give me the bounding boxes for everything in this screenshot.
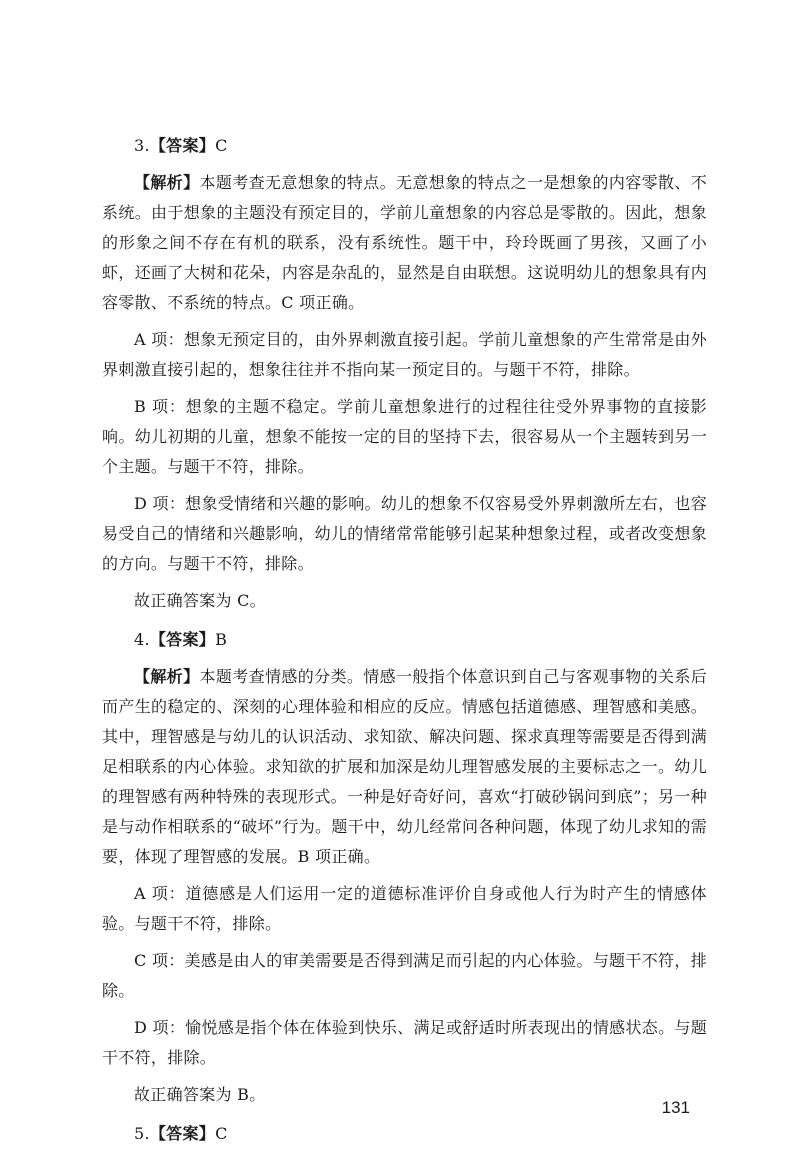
q5-answer-line — [102, 1119, 707, 1149]
q4-conclusion: 故正确答案为 B。 — [134, 1085, 266, 1104]
q3-analysis — [102, 168, 707, 318]
q4-option-c: C 项：美感是由人的审美需要是否得到满足而引起的内心体验。与题干不符，排除。 — [102, 951, 707, 1000]
q4-analysis-label: 【解析】 — [134, 667, 200, 686]
q4-number: 4. — [134, 630, 150, 649]
q3-answer-label: 【答案】 — [149, 136, 216, 155]
q4-analysis — [102, 662, 707, 872]
q5-number: 5. — [134, 1124, 150, 1143]
q4-analysis-text: 本题考查情感的分类。情感一般指个体意识到自己与客观事物的关系后而产生的稳定的、深刻的心理体验和相应的反应。情感包括道德感、理智感和美感。其中，理智感是与幼儿的认识活动、求知欲、解决问题、探求真理等需要是否得到满足相联系的内心体验。求知欲的扩展和加深是幼儿理智感发展的主要标志之一。幼儿的理智感有两种特殊的表现形式。一种是好奇好问，喜欢“打破砂锅问到底”；另一种是与动作相联系的“破坏”行为。题干中，幼儿经常问各种问题，体现了幼儿求知的需要，体现了理智感的发展。B 项正确。 — [102, 667, 707, 866]
q5-answer-value: C — [215, 1124, 228, 1143]
page-content — [102, 131, 707, 1149]
q3-analysis-text: 本题考查无意想象的特点。无意想象的特点之一是想象的内容零散、不系统。由于想象的主题没有预定目的，学前儿童想象的内容总是零散的。因此，想象的形象之间不存在有机的联系，没有系统性。题干中，玲玲既画了男孩，又画了小虾，还画了大树和花朵，内容是杂乱的，显然是自由联想。这说明幼儿的想象具有内容零散、不系统的特点。C 项正确。 — [102, 173, 707, 312]
q4-option-a: A 项：道德感是人们运用一定的道德标准评价自身或他人行为时产生的情感体验。与题干不符，排除。 — [102, 884, 707, 933]
q3-conclusion: 故正确答案为 C。 — [134, 591, 267, 610]
q4-answer-label: 【答案】 — [149, 630, 216, 649]
q3-answer-line — [102, 131, 707, 161]
page-number: 131 — [661, 1098, 690, 1117]
q4-option-d: D 项：愉悦感是指个体在体验到快乐、满足或舒适时所表现出的情感状态。与题干不符，排除。 — [102, 1018, 707, 1067]
q3-option-d: D 项：想象受情绪和兴趣的影响。幼儿的想象不仅容易受外界刺激所左右，也容易受自己的情绪和兴趣影响，幼儿的情绪常常能够引起某种想象过程，或者改变想象的方向。与题干不符，排除。 — [102, 494, 707, 573]
q3-number: 3. — [134, 136, 150, 155]
q5-answer-label: 【答案】 — [149, 1124, 216, 1143]
q4-answer-value: B — [215, 630, 228, 649]
q3-option-a: A 项：想象无预定目的，由外界刺激直接引起。学前儿童想象的产生常常是由外界刺激直接引起的，想象往往并不指向某一预定目的。与题干不符，排除。 — [102, 330, 707, 379]
q4-answer-line — [102, 625, 707, 655]
q3-answer-value: C — [215, 136, 228, 155]
q3-analysis-label: 【解析】 — [134, 173, 200, 192]
q3-option-b: B 项：想象的主题不稳定。学前儿童想象进行的过程往往受外界事物的直接影响。幼儿初期的儿童，想象不能按一定的目的坚持下去，很容易从一个主题转到另一个主题。与题干不符，排除。 — [102, 397, 707, 476]
